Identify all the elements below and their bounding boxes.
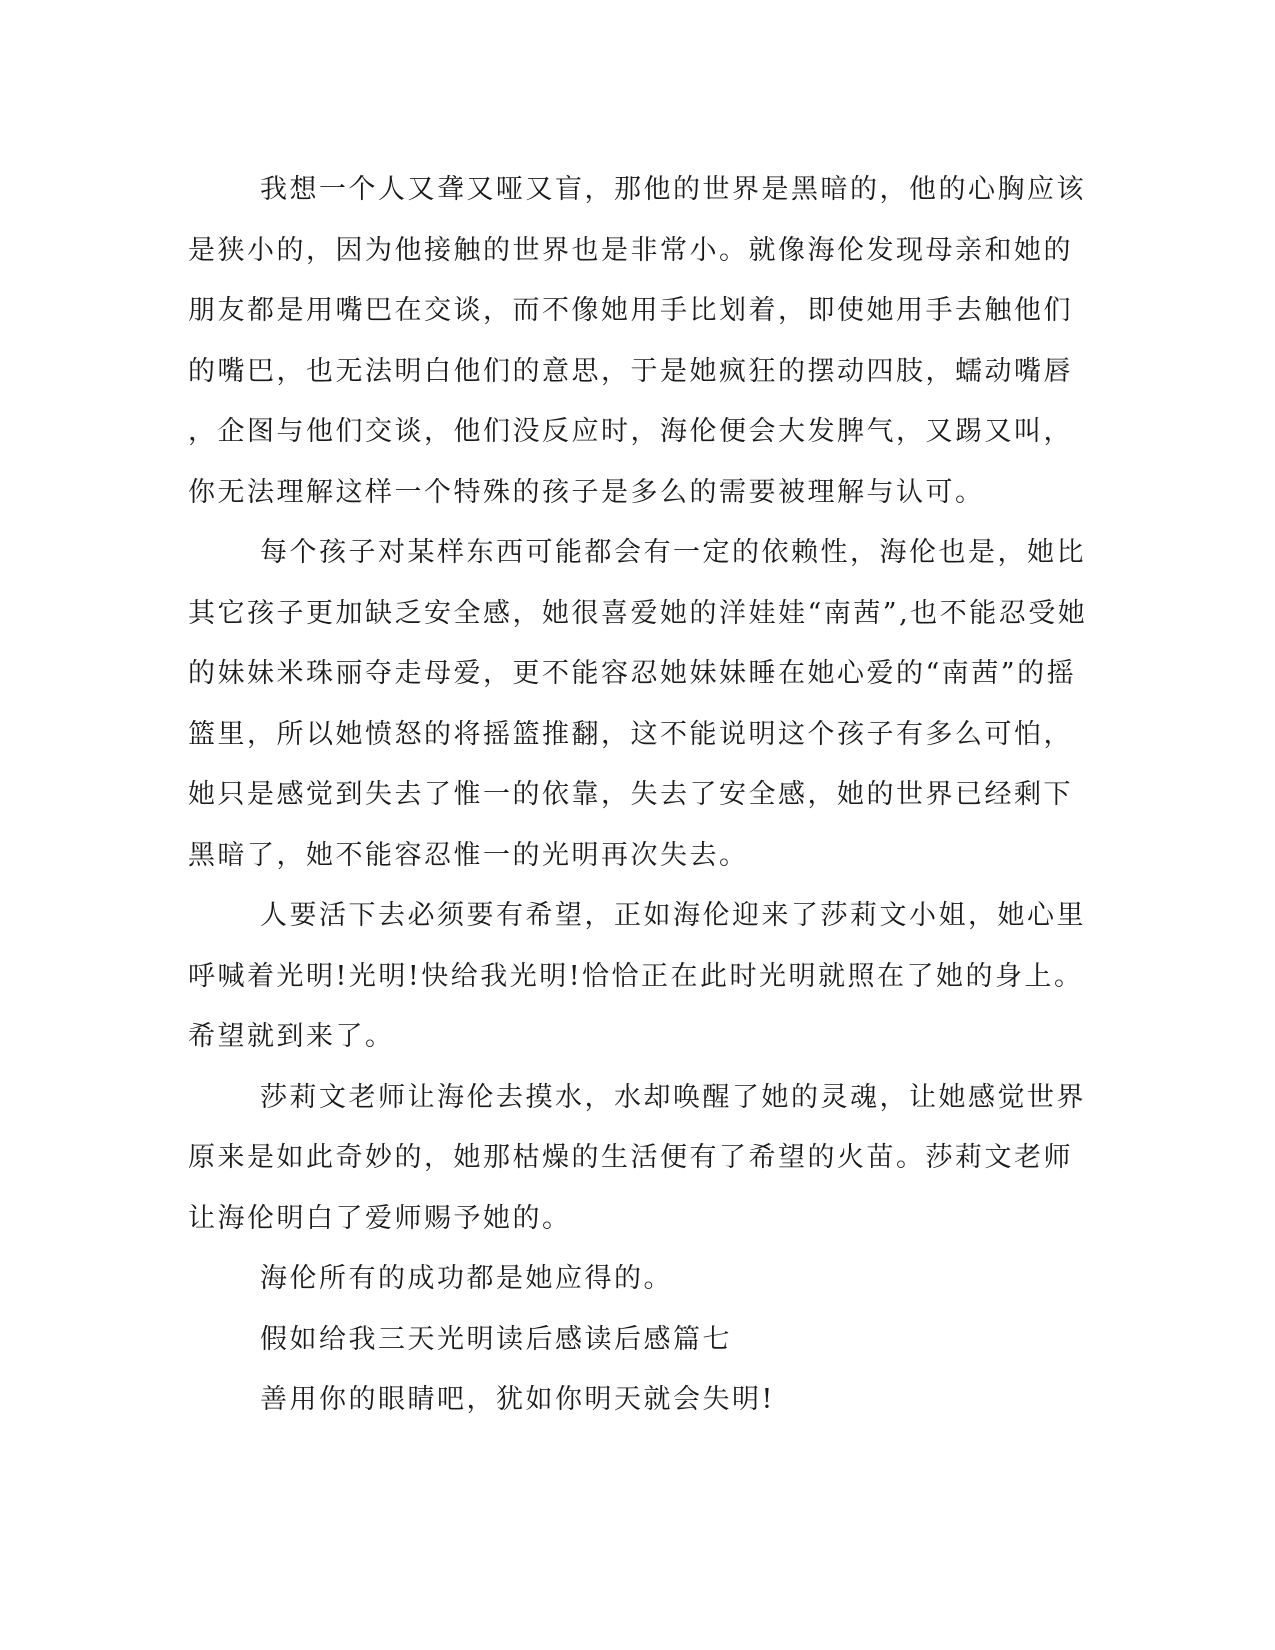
section-heading-text: 假如给我三天光明读后感读后感篇七	[260, 1323, 732, 1355]
paragraph-line: 我想一个人又聋又哑又盲，那他的世界是黑暗的，他的心胸应该	[260, 174, 1086, 205]
paragraph-4	[188, 1068, 1086, 1250]
paragraph-line: 希望就到来了。	[188, 1021, 395, 1052]
paragraph-line: 的妹妹米珠丽夺走母爱，更不能容忍她妹妹睡在她心爱的“南茜”的摇	[188, 658, 1077, 689]
document-body	[188, 160, 1088, 1431]
paragraph-line: 朋友都是用嘴巴在交谈，而不像她用手比划着，即使她用手去触他们	[188, 295, 1073, 326]
paragraph-line: 篮里，所以她愤怒的将摇篮推翻，这不能说明这个孩子有多么可怕，	[188, 718, 1073, 750]
paragraph-line: 是狭小的，因为他接触的世界也是非常小。就像海伦发现母亲和她的	[188, 234, 1073, 266]
paragraph-line: 海伦所有的成功都是她应得的。	[260, 1263, 673, 1294]
paragraph-line: 黑暗了，她不能容忍惟一的光明再次失去。	[188, 839, 749, 871]
section-heading	[188, 1310, 1068, 1371]
paragraph-line: 其它孩子更加缺乏安全感，她很喜爱她的洋娃娃“南茜”,也不能忍受她	[188, 597, 1088, 629]
paragraph-line: 每个孩子对某样东西可能都会有一定的依赖性，海伦也是，她比	[260, 537, 1086, 568]
paragraph-5	[188, 1249, 1068, 1310]
paragraph-2	[188, 523, 1088, 886]
paragraph-6	[188, 1370, 1068, 1431]
paragraph-line: 原来是如此奇妙的，她那枯燥的生活便有了希望的火苗。莎莉文老师	[188, 1142, 1073, 1173]
paragraph-line: 呼喊着光明!光明!快给我光明!恰恰正在此时光明就照在了她的身上。	[188, 960, 1084, 992]
paragraph-1	[188, 160, 1086, 523]
paragraph-3	[188, 886, 1086, 1068]
paragraph-line: 人要活下去必须要有希望，正如海伦迎来了莎莉文小姐，她心里	[260, 900, 1086, 931]
paragraph-line: 让海伦明白了爱师赐予她的。	[188, 1202, 572, 1234]
paragraph-line: 莎莉文老师让海伦去摸水，水却唤醒了她的灵魂，让她感觉世界	[260, 1081, 1086, 1113]
paragraph-line: 的嘴巴，也无法明白他们的意思，于是她疯狂的摆动四肢，蠕动嘴唇	[188, 355, 1073, 387]
paragraph-line: 你无法理解这样一个特殊的孩子是多么的需要被理解与认可。	[188, 476, 985, 508]
paragraph-line: 善用你的眼睛吧，犹如你明天就会失明!	[260, 1384, 775, 1415]
paragraph-line: ，企图与他们交谈，他们没反应时，海伦便会大发脾气，又踢又叫，	[188, 416, 1073, 447]
paragraph-line: 她只是感觉到失去了惟一的依靠，失去了安全感，她的世界已经剩下	[188, 779, 1073, 810]
